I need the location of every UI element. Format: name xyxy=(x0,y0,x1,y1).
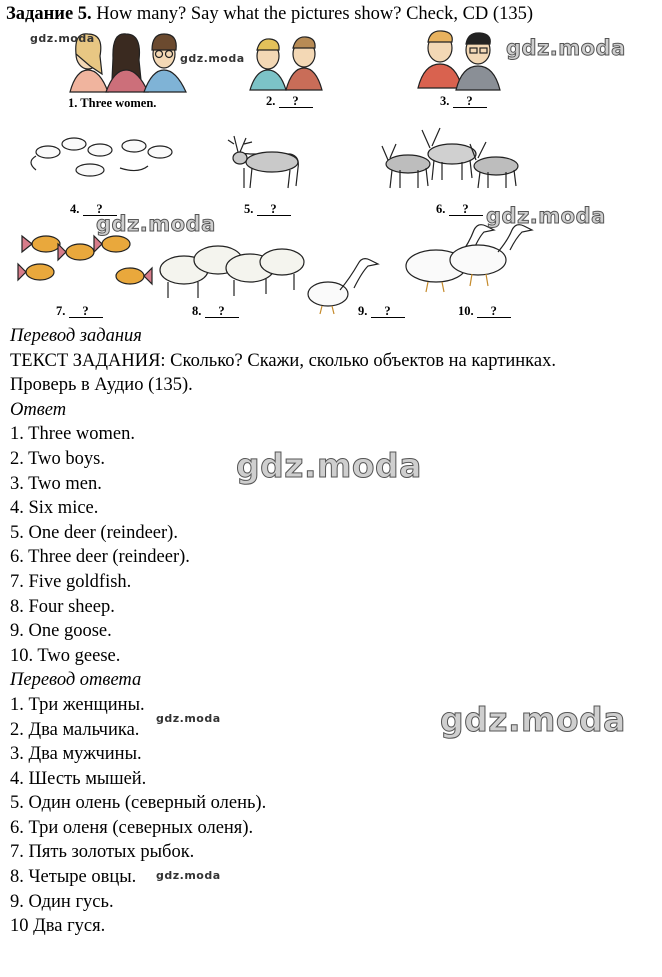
watermark-logo: gdz.moda xyxy=(486,204,606,228)
caption-10: 10. ? xyxy=(458,304,511,319)
answer-item: 10. Two geese. xyxy=(10,645,121,666)
answer-item: 7. Five goldfish. xyxy=(10,571,132,592)
picture-three-reindeer xyxy=(382,128,518,188)
picture-six-mice xyxy=(31,138,172,176)
caption-1: 1. Three women. xyxy=(68,96,157,110)
translation-task-heading: Перевод задания xyxy=(10,326,142,346)
caption-5: 5. ? xyxy=(244,202,291,217)
watermark-logo: gdz.moda xyxy=(236,446,422,485)
translation-task-line: ТЕКСТ ЗАДАНИЯ: Сколько? Скажи, сколько объектов на картинках. xyxy=(10,350,556,371)
caption-8: 8. ? xyxy=(192,304,239,319)
answer-item: 6. Three deer (reindeer). xyxy=(10,547,190,568)
text-body xyxy=(10,324,556,939)
answer-translation-item: 7. Пять золотых рыбок. xyxy=(10,842,195,863)
picture-one-reindeer xyxy=(228,136,298,188)
task-title xyxy=(6,2,656,26)
answer-item: 2. Two boys. xyxy=(10,448,105,469)
answer-item: 9. One goose. xyxy=(10,621,112,642)
answer-item: 1. Three women. xyxy=(10,424,136,445)
pictures-drawing xyxy=(12,26,540,322)
answer-translation-item: 9. Один гусь. xyxy=(10,891,114,912)
picture-four-sheep xyxy=(160,246,304,298)
caption-2: 2. ? xyxy=(266,94,313,109)
answer-translation-item: 8. Четыре овцы. xyxy=(10,867,137,888)
answer-translation-item: 3. Два мужчины. xyxy=(10,744,142,765)
answer-translation-item: 10 Два гуся. xyxy=(10,916,106,937)
answer-item: 3. Two men. xyxy=(10,473,102,494)
caption-9: 9. ? xyxy=(358,304,405,319)
task-instruction: How many? Say what the pictures show? Check, CD (135) xyxy=(96,4,533,24)
answer-translation-heading: Перевод ответа xyxy=(10,670,142,691)
answer-blank: ? xyxy=(205,305,239,318)
translation-task-line: Проверь в Аудио (135). xyxy=(10,375,193,396)
answer-translation-item: 6. Три оленя (северных оленя). xyxy=(10,817,254,838)
picture-two-geese xyxy=(406,225,532,292)
answer-blank: ? xyxy=(449,203,483,216)
watermark-logo: gdz.moda xyxy=(506,36,626,60)
answer-translation-item: 2. Два мальчика. xyxy=(10,719,140,740)
caption-6: 6. ? xyxy=(436,202,483,217)
illustration-panel xyxy=(12,26,540,322)
answer-blank: ? xyxy=(453,95,487,108)
answer-blank: ? xyxy=(69,305,103,318)
answer-item: 4. Six mice. xyxy=(10,498,99,519)
answer-blank: ? xyxy=(279,95,313,108)
caption-3: 3. ? xyxy=(440,94,487,109)
watermark-logo: gdz.moda xyxy=(96,212,216,236)
answer-translation-item: 1. Три женщины. xyxy=(10,694,145,715)
answer-heading: Ответ xyxy=(10,399,67,420)
answer-blank: ? xyxy=(477,305,511,318)
picture-two-boys xyxy=(250,37,322,90)
caption-4: 4. ? xyxy=(70,202,117,217)
answer-translation-item: 5. Один олень (северный олень). xyxy=(10,793,267,814)
caption-7: 7. ? xyxy=(56,304,103,319)
watermark-logo: gdz.moda xyxy=(156,712,221,725)
watermark-logo: gdz.moda xyxy=(156,869,221,882)
answer-blank: ? xyxy=(83,203,117,216)
answer-item: 8. Four sheep. xyxy=(10,596,115,617)
answer-blank: ? xyxy=(257,203,291,216)
answer-translation-item: 4. Шесть мышей. xyxy=(10,768,147,789)
picture-two-men xyxy=(418,31,500,90)
answer-blank: ? xyxy=(371,305,405,318)
picture-five-goldfish xyxy=(18,236,152,284)
watermark-logo: gdz.moda xyxy=(180,52,245,65)
watermark-logo: gdz.moda xyxy=(440,700,626,739)
watermark-logo: gdz.moda xyxy=(30,32,95,45)
answer-item: 5. One deer (reindeer). xyxy=(10,522,178,543)
task-label: Задание 5. xyxy=(6,4,92,24)
